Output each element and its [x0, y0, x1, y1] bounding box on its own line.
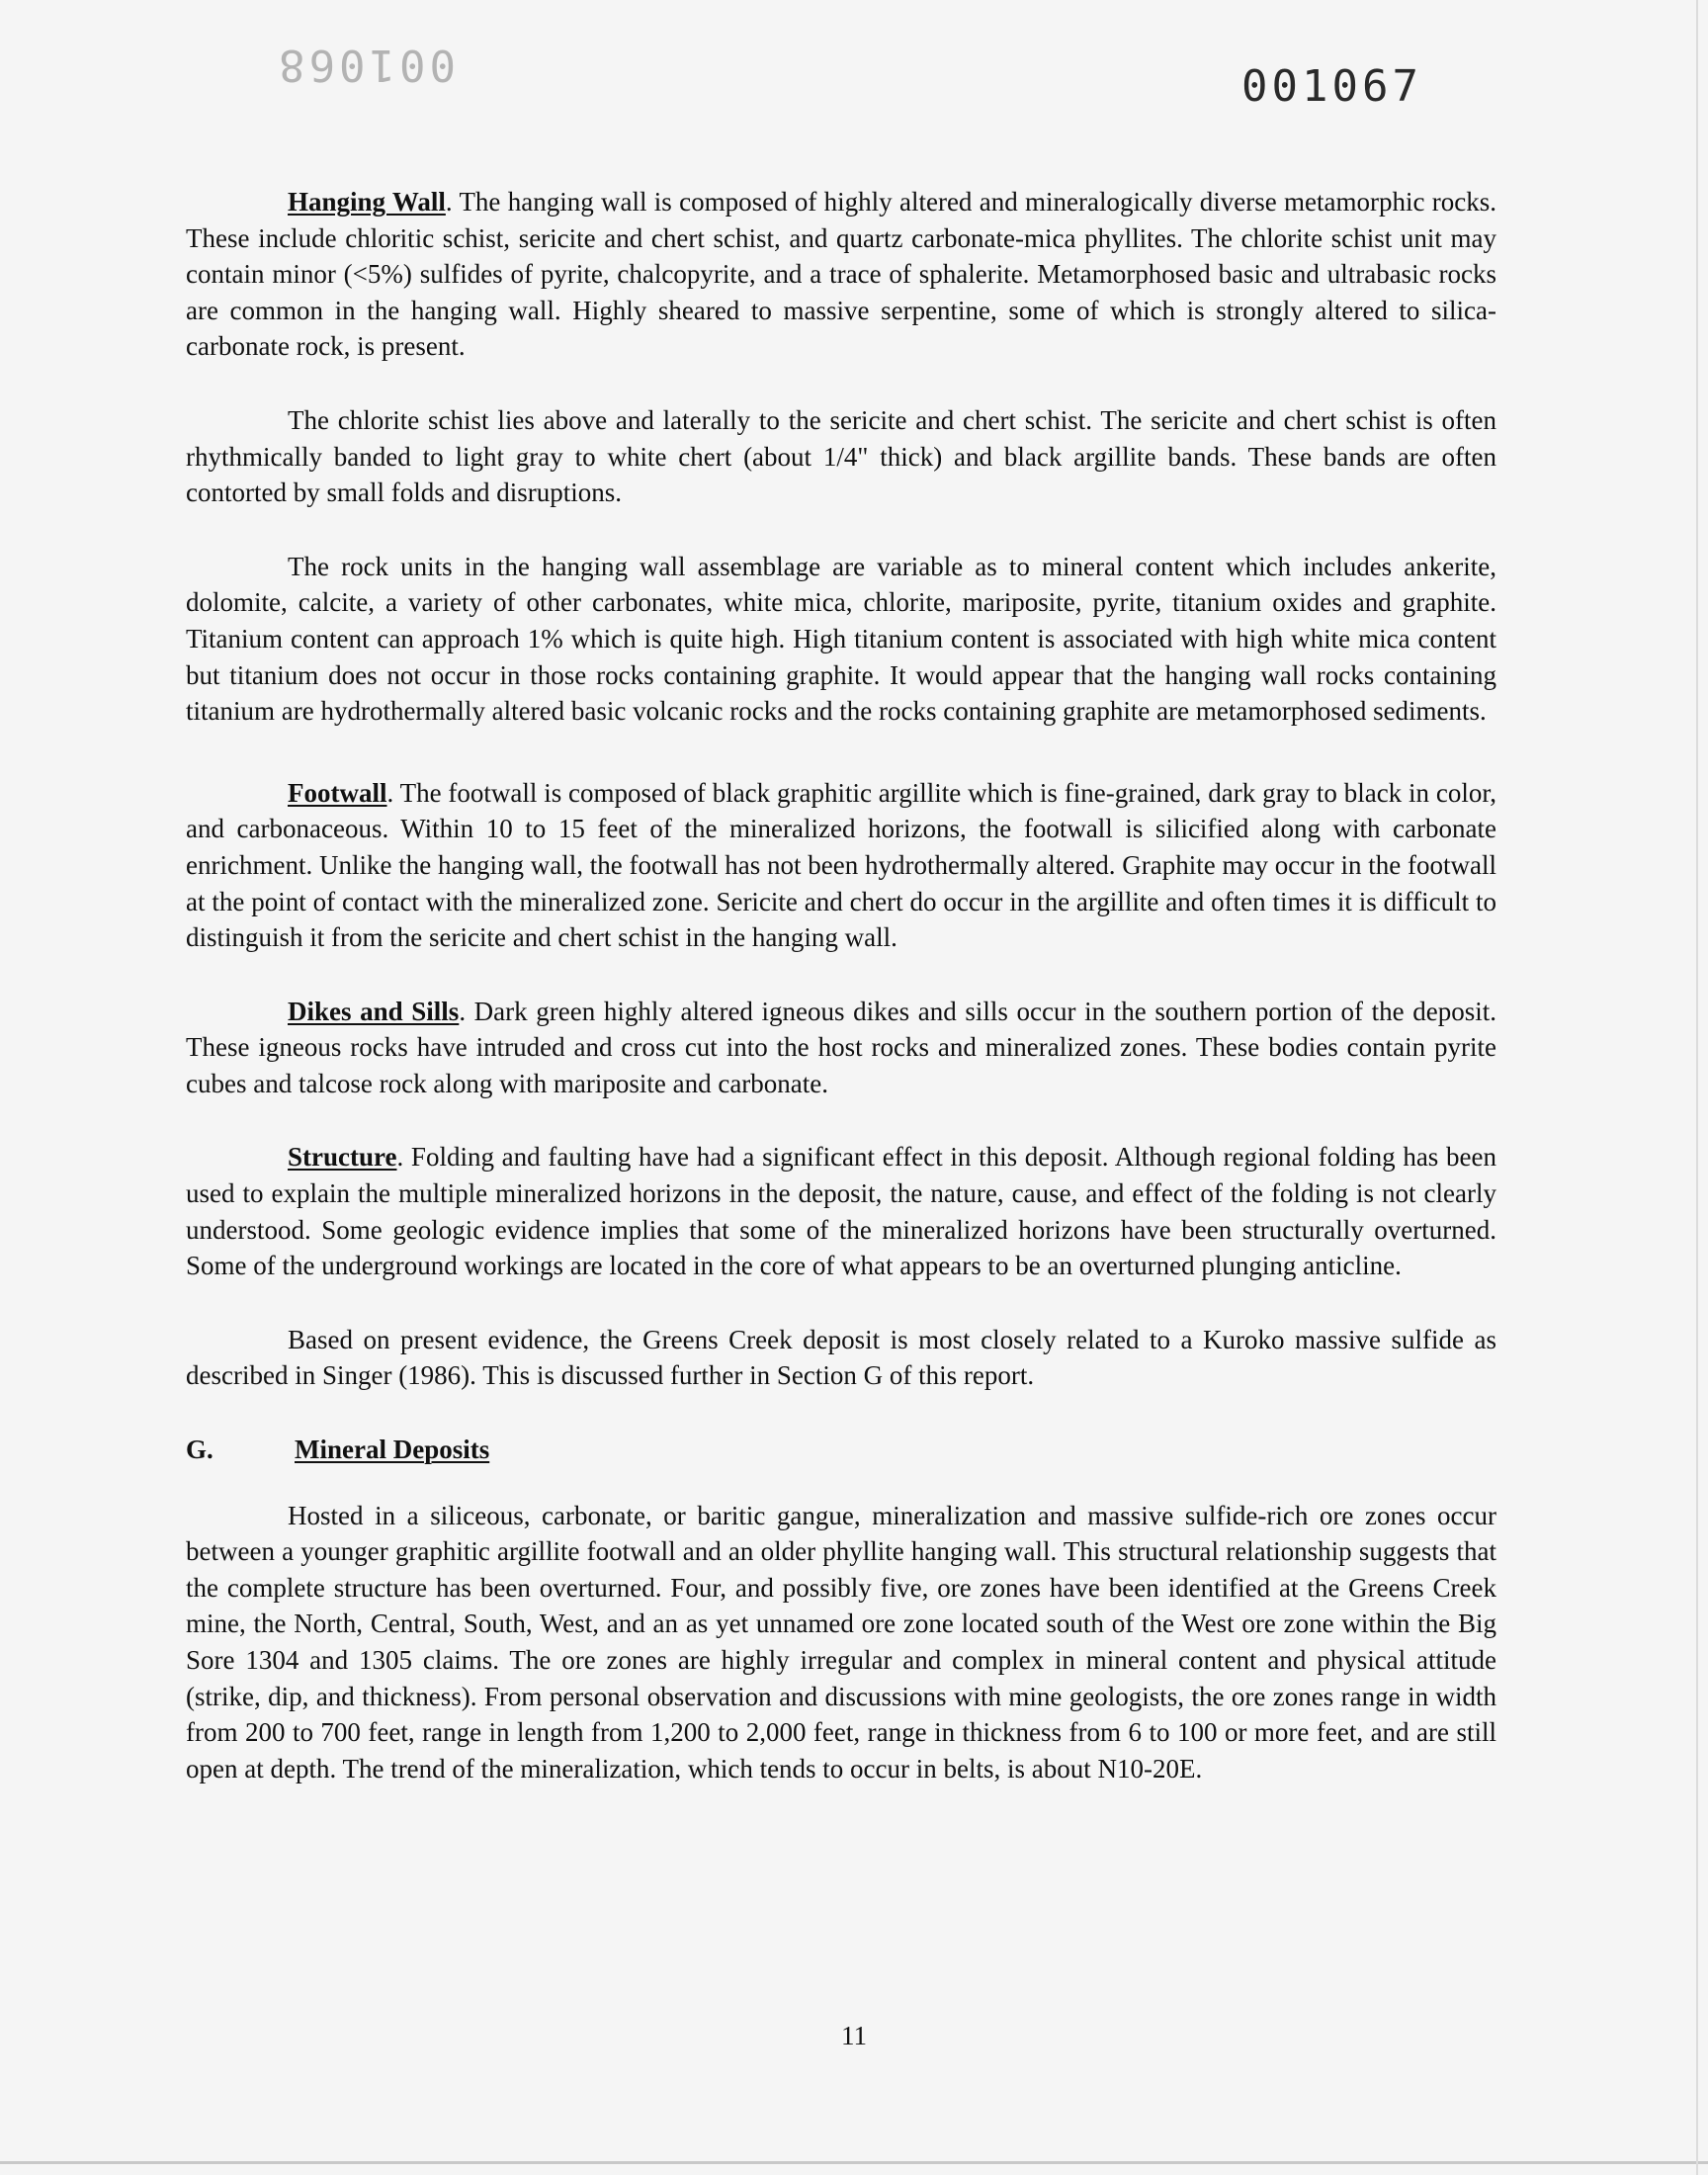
paragraph-rock-units: [186, 549, 1496, 730]
paragraph-text: . Dark green highly altered igneous dikes and sills occur in the southern portion of the deposit. These igneous rocks have intruded and cross cut into the host rocks and mineralized zones. These bodies contain pyrite cubes and talcose rock along with mariposite and carbonate.: [186, 996, 1496, 1098]
paragraph-text: . The footwall is composed of black graphitic argillite which is fine-grained, dark gray to black in color, and carbonaceous. Within 10 to 15 feet of the mineralized horizons, the footwall is silicified along with carbonate enrichment. Unlike the hanging wall, the footwall has not been hydrothermally altered. Graphite may occur in the footwall at the point of contact with the mineralized zone. Sericite and chert do occur in the argillite and often times it is difficult to distinguish it from the sericite and chert schist in the hanging wall.: [186, 777, 1496, 953]
scan-bottom-edge: [0, 2161, 1708, 2164]
heading-footwall: Footwall: [288, 777, 387, 808]
document-body: [186, 184, 1496, 1824]
paragraph-text: . The hanging wall is composed of highly altered and mineralogically diverse metamorphic rocks. These include chloritic schist, sericite and chert schist, and quartz carbonate-mica phyllites. The chlorite schist unit may contain minor (<5%) sulfides of pyrite, chalcopyrite, and a trace of sphalerite. Metamorphosed basic and ultrabasic rocks are common in the hanging wall. Highly sheared to massive serpentine, some of which is strongly altered to silica-carbonate rock, is present.: [186, 187, 1497, 362]
paragraph-chlorite-schist: [186, 402, 1496, 511]
section-heading-g: [186, 1432, 1496, 1468]
paragraph-text: Based on present evidence, the Greens Creek deposit is most closely related to a Kuroko massive sulfide as described in Singer (1986). This is discussed further in Section G of this report.: [186, 1324, 1496, 1391]
paragraph-text: The rock units in the hanging wall assemblage are variable as to mineral content which includes ankerite, dolomite, calcite, a variety of other carbonates, white mica, chlorite, mariposite, pyrite, titanium oxides and graphite. Titanium content can approach 1% which is quite high. High titanium content is associated with high white mica content but titanium does not occur in those rocks containing graphite. It would appear that the hanging wall rocks containing titanium are hydrothermally altered basic volcanic rocks and the rocks containing graphite are metamorphosed sediments.: [186, 551, 1496, 727]
paragraph-text: . Folding and faulting have had a significant effect in this deposit. Although regional folding has been used to explain the multiple mineralized horizons in the deposit, the nature, cause, and effect of the folding is not clearly understood. Some geologic evidence implies that some of the mineralized horizons have been structurally overturned. Some of the underground workings are located in the core of what appears to be an overturned plunging anticline.: [186, 1142, 1496, 1281]
paragraph-kuroko: [186, 1322, 1496, 1394]
heading-hanging-wall: Hanging Wall: [288, 187, 446, 217]
section-letter: G.: [186, 1435, 214, 1465]
heading-dikes-sills: Dikes and Sills: [288, 996, 460, 1026]
page-number: 11: [841, 2021, 867, 2050]
paragraph-structure: [186, 1139, 1496, 1283]
paragraph-footwall: [186, 775, 1496, 956]
bates-number-faint: 001068: [275, 40, 456, 90]
bates-number: 001067: [1241, 61, 1422, 112]
paragraph-dikes-sills: [186, 994, 1496, 1102]
paragraph-mineral-deposits: [186, 1498, 1496, 1787]
section-title: Mineral Deposits: [295, 1435, 490, 1465]
paragraph-hanging-wall: [186, 184, 1496, 365]
paragraph-text: The chlorite schist lies above and laterally to the sericite and chert schist. The sericite and chert schist is often rhythmically banded to light gray to white chert (about 1/4" thick) and black argillite bands. These bands are often contorted by small folds and disruptions.: [186, 404, 1496, 508]
scan-right-edge: [1696, 0, 1698, 2175]
paragraph-text: Hosted in a siliceous, carbonate, or baritic gangue, mineralization and massive sulfide-rich ore zones occur between a younger graphitic argillite footwall and an older phyllite hanging wall. This structural relationship suggests that the complete structure has been overturned. Four, and possibly five, ore zones have been identified at the Greens Creek mine, the North, Central, South, West, and an as yet unnamed ore zone located south of the West ore zone within the Big Sore 1304 and 1305 claims. The ore zones are highly irregular and complex in mineral content and physical attitude (strike, dip, and thickness). From personal observation and discussions with mine geologists, the ore zones range in width from 200 to 700 feet, range in length from 1,200 to 2,000 feet, range in thickness from 6 to 100 or more feet, and are still open at depth. The trend of the mineralization, which tends to occur in belts, is about N10-20E.: [186, 1500, 1496, 1784]
heading-structure: Structure: [288, 1142, 397, 1173]
